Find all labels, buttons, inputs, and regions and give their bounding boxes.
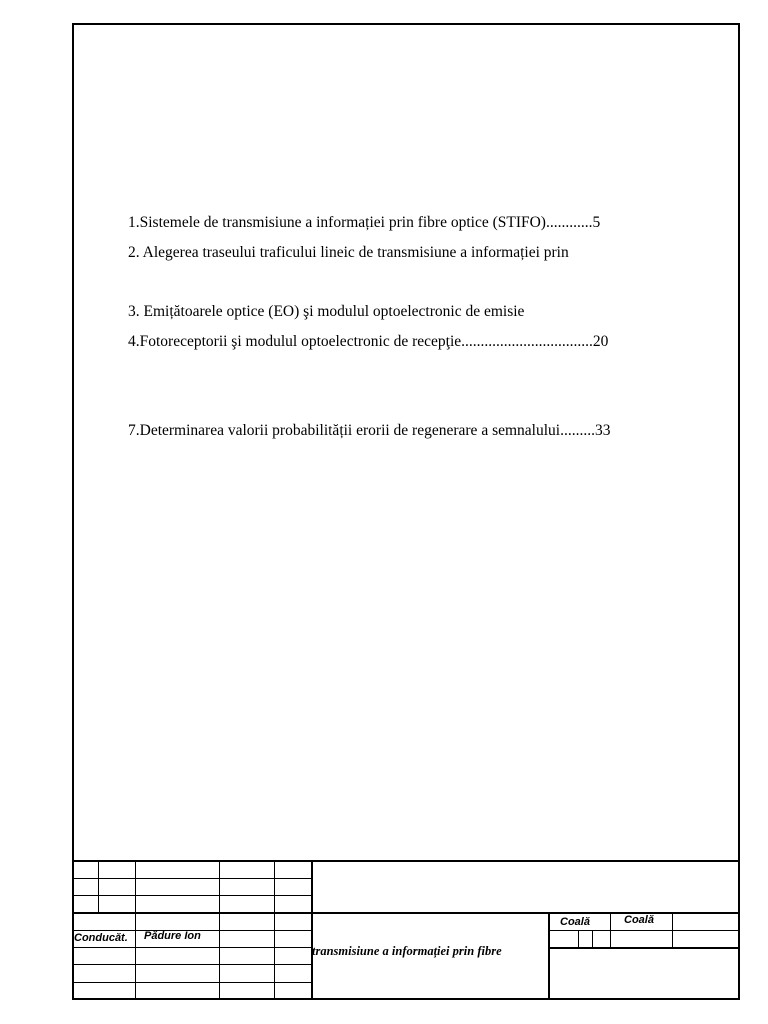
title-block-top-border bbox=[72, 860, 740, 862]
document-title: transmisiune a informației prin fibre bbox=[312, 944, 502, 958]
toc-entry-7: 7.Determinarea valorii probabilității erorii de regenerare a semnalului.........33 bbox=[128, 422, 611, 439]
toc-entry-4: 4.Fotoreceptorii şi modulul optoelectronic de recepţie..................................20 bbox=[128, 333, 609, 350]
toc-entry-2: 2. Alegerea traseului traficului lineic de transmisiune a informației prin bbox=[128, 244, 569, 261]
sheet-label: Coală bbox=[560, 916, 590, 928]
page-frame bbox=[72, 23, 740, 1000]
sheets-label: Coală bbox=[624, 914, 654, 926]
person-name: Pădure Ion bbox=[144, 930, 201, 942]
toc-entry-1: 1.Sistemele de transmisiune a informației prin fibre optice (STIFO)............5 bbox=[128, 214, 601, 231]
role-label: Conducăt. bbox=[74, 932, 128, 944]
toc-entry-3: 3. Emițătoarele optice (EO) şi modulul optoelectronic de emisie bbox=[128, 303, 525, 320]
